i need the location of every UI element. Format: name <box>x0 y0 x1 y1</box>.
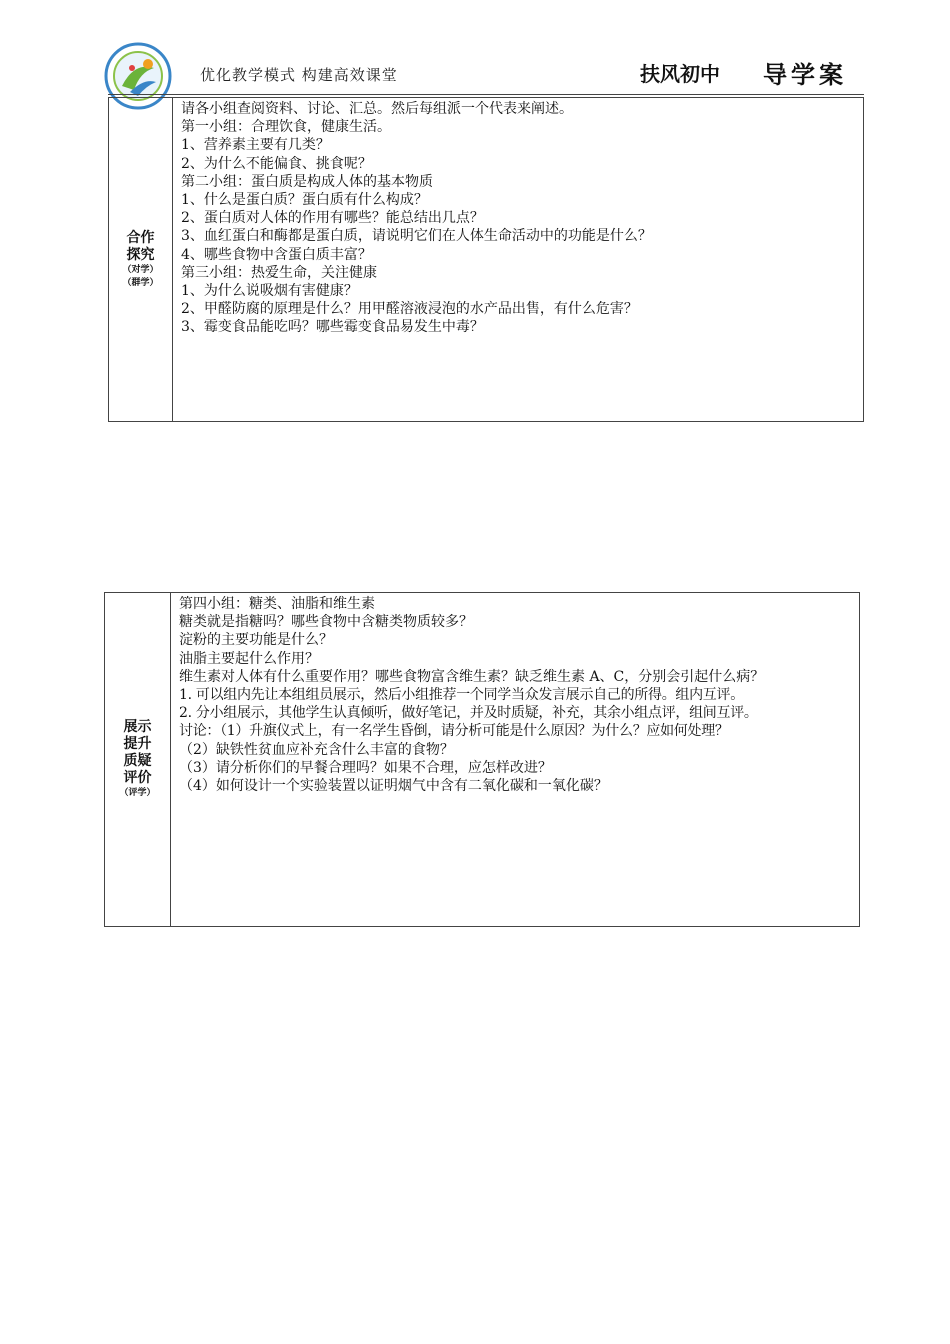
content-line: 1. 可以组内先让本组组员展示，然后小组推荐一个同学当众发言展示自己的所得。组内互评。 <box>179 687 744 704</box>
content-line: 3、霉变食品能吃吗？哪些霉变食品易发生中毒？ <box>181 319 484 336</box>
content-line: 3、血红蛋白和酶都是蛋白质，请说明它们在人体生命活动中的功能是什么？ <box>181 228 652 245</box>
content-line: 2、甲醛防腐的原理是什么？用甲醛溶液浸泡的水产品出售，有什么危害？ <box>181 301 638 318</box>
content-line: 1、为什么说吸烟有害健康？ <box>181 283 358 300</box>
section-label-line: 展示 <box>123 719 152 735</box>
section-label-line: 质疑 <box>123 753 152 769</box>
section-label-line: 评价 <box>123 770 152 786</box>
document-type: 导学案 <box>763 60 847 89</box>
section-label <box>109 98 173 421</box>
content-line: 第三小组：热爱生命，关注健康 <box>181 264 377 281</box>
content-line: 油脂主要起什么作用？ <box>179 650 319 667</box>
content-line: 第一小组：合理饮食，健康生活。 <box>181 119 391 136</box>
content-line: 维生素对人体有什么重要作用？哪些食物富含维生素？缺乏维生素 A、C，分别会引起什么病？ <box>179 668 765 685</box>
content-line: 2、为什么不能偏食、挑食呢？ <box>181 155 372 172</box>
content-line: （4）如何设计一个实验装置以证明烟气中含有二氧化碳和一氧化碳？ <box>179 778 608 795</box>
content-line: （3）请分析你们的早餐合理吗？如果不合理，应怎样改进？ <box>179 759 552 776</box>
header-slogan: 优化教学模式 构建高效课堂 <box>200 66 398 84</box>
content-line: 第四小组：糖类、油脂和维生素 <box>179 596 375 612</box>
section-content <box>173 98 863 421</box>
school-name: 扶风初中 <box>640 62 720 86</box>
content-line: 4、哪些食物中含蛋白质丰富？ <box>181 246 372 263</box>
section-sublabel: （群学） <box>122 277 159 288</box>
section-sublabel: （评学） <box>119 788 156 798</box>
content-line: 2. 分小组展示，其他学生认真倾听，做好笔记，并及时质疑，补充，其余小组点评，组间互评。 <box>179 705 758 722</box>
content-line: 1、营养素主要有几类？ <box>181 137 330 154</box>
presentation-evaluation-panel <box>104 592 860 927</box>
content-line: （2）缺铁性贫血应补充含什么丰富的食物？ <box>179 741 454 758</box>
section-label-line: 提升 <box>123 736 152 752</box>
content-line: 讨论：（1）升旗仪式上，有一名学生昏倒，请分析可能是什么原因？为什么？应如何处理？ <box>179 723 729 740</box>
content-line: 糖类就是指糖吗？哪些食物中含糖类物质较多？ <box>179 614 473 631</box>
section-sublabel: （对学） <box>122 264 159 275</box>
content-line: 请各小组查阅资料、讨论、汇总。然后每组派一个代表来阐述。 <box>181 101 573 117</box>
content-line: 2、蛋白质对人体的作用有哪些？能总结出几点？ <box>181 210 484 227</box>
section-label <box>105 593 171 926</box>
cooperative-inquiry-panel <box>108 97 864 422</box>
section-label-line: 合作 <box>126 229 155 246</box>
section-label-line: 探究 <box>126 246 155 263</box>
content-line: 淀粉的主要功能是什么？ <box>179 632 333 649</box>
section-content <box>171 593 859 926</box>
content-line: 第二小组：蛋白质是构成人体的基本物质 <box>181 173 433 190</box>
content-line: 1、什么是蛋白质？蛋白质有什么构成？ <box>181 192 428 209</box>
header-divider <box>108 94 864 95</box>
